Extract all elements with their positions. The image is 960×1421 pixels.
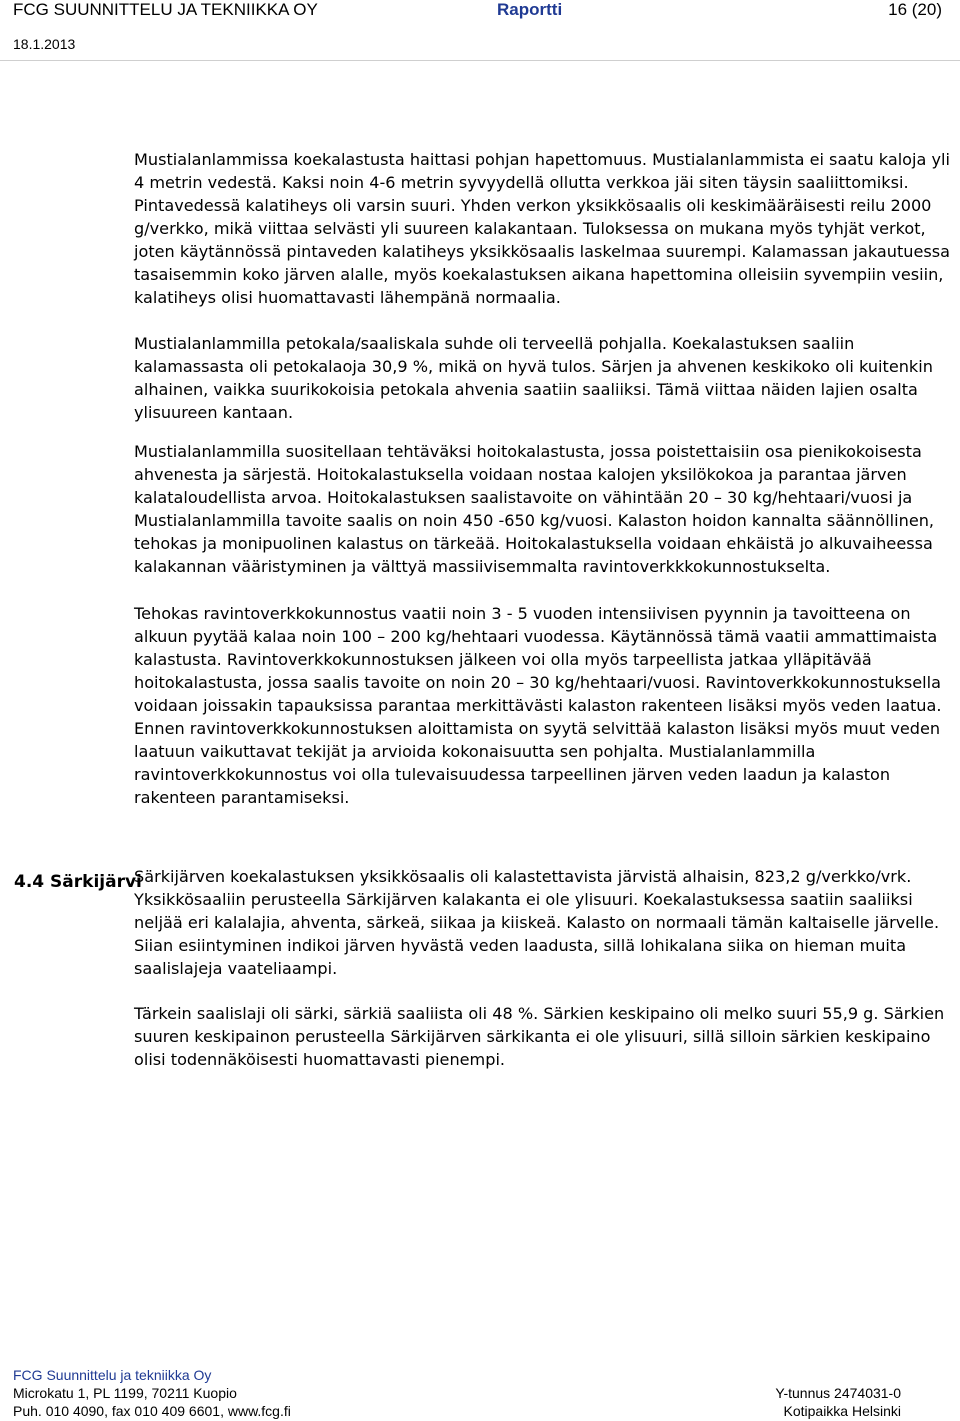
header-divider — [0, 60, 960, 61]
body-text — [134, 148, 954, 1071]
paragraph-petokala-suhde: Mustialanlammilla petokala/saaliskala suhde oli terveellä pohjalla. Koekalastuksen saaliin kalamassasta oli petokalaoja 30,9 %, mikä on hyvä tulos. Särjen ja ahvenen keskikoko oli kuitenkin alhainen, vaikka suurikokoisia petokala ahvenia saatiin saaliiksi. Tämä viittaa näiden lajien osalta ylisuureen kantaan. — [134, 334, 933, 422]
header-document-type: Raportti — [497, 0, 563, 19]
paragraph-hoitokalastus: Mustialanlammilla suositellaan tehtäväksi hoitokalastusta, jossa poistettaisiin osa pienikokoisesta ahvenesta ja särjestä. Hoitokalastuksella voidaan nostaa kalojen yksilökokoa ja parantaa järven kalataloudellista arvoa. Hoitokalastuksen saalistavoite on vähintään 20 – 30 kg/hehtaari/vuosi ja Mustialanlammilla tavoite saalis on noin 450 -650 kg/vuosi. Kalaston hoidon kannalta säännöllinen, tehokas ja monipuolinen kalastus on tärkeää. Hoitokalastuksella voidaan ehkäistä jo alkuvaiheessa kalakannan vääristyminen ja välttyä massiivisemmalta ravintoverkkkokunnostukselta. — [134, 442, 935, 576]
paragraph-ravintoverkkokunnostus: Tehokas ravintoverkkokunnostus vaatii noin 3 - 5 vuoden intensiivisen pyynnin ja tavoitteena on alkuun pyytää kalaa noin 100 – 200 kg/hehtaari vuodessa. Käytännössä tämä vaatii ammattimaista kalastusta. Ravintoverkkokunnostuksen jälkeen voi olla myös tarpeellista jatkaa ylläpitävää hoitokalastusta, jossa saalis tavoite on noin 20 – 30 kg/hehtaari/vuosi. Ravintoverkkokunnostuksella voidaan joissakin tapauksissa parantaa merkittävästi kalaston rakenteen lisäksi myös veden laatua. Ennen ravintoverkkokunnostuksen aloittamista on syytä selvittää kalaston lisäksi myös muut veden laatuun vaikuttavat tekijät ja arvioida kokonaisuutta sen pohjalta. Mustialanlammilla ravintoverkkokunnostus voi olla tulevaisuudessa tarpeellinen järven veden laadun ja kalaston rakenteen parantamiseksi. — [134, 604, 942, 807]
paragraph-mustialanlammi-koekalastus: Mustialanlammissa koekalastusta haittasi pohjan hapettomuus. Mustialanlammista ei saatu kaloja yli 4 metrin vedestä. Kaksi noin 4-6 metrin syvyydellä ollutta verkkoa jäi siten täysin saaliittomiksi. Pintavedessä kalatiheys oli varsin suuri. Yhden verkon yksikkösaalis oli keskimääräisesti reilu 2000 g/verkko, mikä viittaa selvästi yli suureen kalakantaan. Tuloksessa on mukana myös tyhjät verkot, joten käytännössä pintaveden kalatiheys yksikkösaalis laskelmaa suurempi. Kalamassan jakautuessa tasaisemmin koko järven alalle, myös koekalastuksen aikana hapettomina olleisiin syvempiin vesiin, kalatiheys olisi huomattavasti lähempänä normaalia. — [134, 150, 950, 307]
paragraph-sarkijarvi-sarki: Tärkein saalislaji oli särki, särkiä saaliista oli 48 %. Särkien keskipaino oli melko suuri 55,9 g. Särkien suuren keskipainon perusteella Särkijärven särkikanta ei ole ylisuuri, sillä silloin särkien keskipaino olisi todennäköisesti huomattavasti pienempi. — [134, 1004, 945, 1069]
section-heading: 4.4 Särkijärvi — [14, 872, 142, 892]
footer-address: Microkatu 1, PL 1199, 70211 Kuopio — [13, 1385, 237, 1401]
footer-contact: Puh. 010 4090, fax 010 409 6601, www.fcg.fi — [13, 1403, 291, 1419]
paragraph-sarkijarvi-yksikkosaalis: Särkijärven koekalastuksen yksikkösaalis oli kalastettavista järvistä alhaisin, 823,2 g/verkko/vrk. Yksikkösaaliin perusteella Särkijärven kalakanta ei ole ylisuuri. Koekalastuksessa saatiin saaliiksi neljää eri kalalajia, ahventa, särkeä, siikaa ja kiiskeä. Kalasto on normaali tämän kaltaiselle järvelle. Siian esiintyminen indikoi järven hyvästä veden laadusta, sillä lohikalana siika on hieman muita saalislajeja vaateliaampi. — [134, 867, 940, 978]
footer-domicile: Kotipaikka Helsinki — [783, 1403, 901, 1419]
header-company-name: FCG SUUNNITTELU JA TEKNIIKKA OY — [13, 0, 318, 19]
header-date: 18.1.2013 — [13, 36, 76, 52]
footer-company-name: FCG Suunnittelu ja tekniikka Oy — [13, 1367, 212, 1383]
footer-business-id: Y-tunnus 2474031-0 — [775, 1385, 901, 1401]
header-page-number: 16 (20) — [888, 0, 942, 19]
